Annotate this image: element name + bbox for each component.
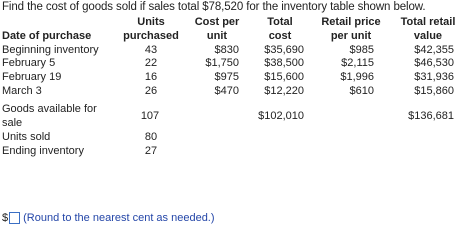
header-cost: cost (268, 30, 292, 42)
row-total-retail: $46,530 (414, 57, 454, 69)
row-total-cost: $15,600 (264, 71, 304, 83)
goods-available-label-line2: sale (2, 117, 23, 129)
answer-input[interactable] (9, 212, 20, 224)
row-retail-price: $2,115 (341, 57, 374, 69)
row-total-retail: $31,936 (414, 71, 454, 83)
ending-inventory-label: Ending inventory (2, 145, 84, 157)
row-total-cost: $12,220 (264, 85, 304, 97)
row-cost-per-unit: $830 (214, 44, 239, 56)
goods-available-total-cost: $102,010 (258, 110, 304, 122)
question-text: Find the cost of goods sold if sales total $78,520 for the inventory table shown below. (2, 1, 426, 13)
header-units: Units (137, 16, 165, 28)
answer-row (2, 212, 215, 224)
goods-available-units: 107 (140, 110, 160, 122)
header-per-unit: per unit (330, 30, 372, 42)
row-total-cost: $35,690 (264, 44, 304, 56)
header-total-retail: Total retail (400, 16, 456, 28)
row-retail-price: $985 (349, 44, 374, 56)
row-cost-per-unit: $1,750 (205, 57, 239, 69)
units-sold-label: Units sold (2, 131, 51, 143)
row-cost-per-unit: $470 (214, 85, 239, 97)
row-retail-price: $610 (349, 85, 374, 97)
units-sold-value: 80 (144, 131, 158, 143)
row-retail-price: $1,996 (340, 71, 374, 83)
goods-available-total-retail: $136,681 (408, 110, 454, 122)
header-cost-per: Cost per (194, 16, 240, 28)
row-units: 22 (144, 57, 158, 69)
header-unit: unit (206, 30, 228, 42)
row-units: 16 (144, 71, 158, 83)
dollar-sign: $ (2, 212, 9, 224)
header-date-of-purchase: Date of purchase (2, 30, 92, 42)
header-total: Total (267, 16, 293, 28)
header-value: value (413, 30, 443, 42)
row-total-cost: $38,500 (264, 57, 304, 69)
ending-inventory-value: 27 (144, 145, 158, 157)
row-units: 43 (144, 44, 158, 56)
row-total-retail: $15,860 (414, 85, 454, 97)
row-date: March 3 (2, 85, 42, 97)
row-date: February 19 (2, 71, 62, 83)
row-total-retail: $42,355 (414, 44, 454, 56)
row-cost-per-unit: $975 (214, 71, 239, 83)
header-purchased: purchased (123, 30, 179, 42)
header-retail-price: Retail price (321, 16, 381, 28)
row-date: February 5 (2, 57, 56, 69)
goods-available-label-line1: Goods available for (2, 103, 97, 115)
rounding-hint: (Round to the nearest cent as needed.) (23, 212, 215, 224)
row-date: Beginning inventory (2, 44, 99, 56)
row-units: 26 (144, 85, 158, 97)
